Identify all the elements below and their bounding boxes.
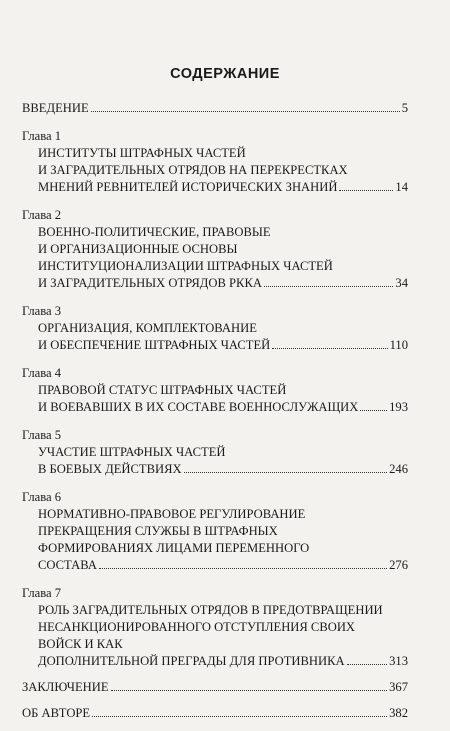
chapter-title [22, 444, 408, 478]
chapter-title [22, 506, 408, 574]
toc-page-number: 313 [389, 654, 408, 668]
toc-chapter-7[interactable] [22, 585, 408, 670]
chapter-title-line: В БОЕВЫХ ДЕЙСТВИЯХ [38, 462, 182, 476]
toc-entry-label: ЗАКЛЮЧЕНИЕ [22, 680, 109, 694]
chapter-title-line: ВОЕННО-ПОЛИТИЧЕСКИЕ, ПРАВОВЫЕ [38, 225, 271, 239]
chapter-title-last-line [38, 461, 408, 478]
dot-leader [111, 679, 388, 691]
toc-entry-about[interactable] [22, 705, 408, 722]
toc-page-number: 246 [389, 462, 408, 476]
chapter-title [22, 145, 408, 196]
toc-chapter-2[interactable] [22, 207, 408, 292]
toc-chapter-3[interactable] [22, 303, 408, 354]
chapter-label: Глава 5 [22, 428, 62, 442]
dot-leader [339, 179, 393, 191]
toc-chapter-5[interactable] [22, 427, 408, 478]
toc-page-number: 110 [389, 338, 408, 352]
chapter-title-last-line [38, 337, 408, 354]
toc-entry-conclusion[interactable] [22, 679, 408, 696]
chapter-title-line: СОСТАВА [38, 558, 97, 572]
chapter-label: Глава 1 [22, 129, 62, 143]
chapter-label: Глава 4 [22, 366, 62, 380]
toc-chapter-4[interactable] [22, 365, 408, 416]
chapter-title-line: УЧАСТИЕ ШТРАФНЫХ ЧАСТЕЙ [38, 445, 226, 459]
chapter-title-line: НОРМАТИВНО-ПРАВОВОЕ РЕГУЛИРОВАНИЕ [38, 507, 306, 521]
dot-leader [264, 275, 393, 287]
dot-leader [347, 653, 388, 665]
toc-page-number: 14 [395, 180, 408, 194]
chapter-title-line: И ЗАГРАДИТЕЛЬНЫХ ОТРЯДОВ РККА [38, 276, 262, 290]
toc-entry-label: ВВЕДЕНИЕ [22, 101, 89, 115]
chapter-title-line: ИНСТИТУТЫ ШТРАФНЫХ ЧАСТЕЙ [38, 146, 246, 160]
chapter-title-line: ДОПОЛНИТЕЛЬНОЙ ПРЕГРАДЫ ДЛЯ ПРОТИВНИКА [38, 654, 345, 668]
chapter-title-line: МНЕНИЙ РЕВНИТЕЛЕЙ ИСТОРИЧЕСКИХ ЗНАНИЙ [38, 180, 338, 194]
chapter-title-line: ПРЕКРАЩЕНИЯ СЛУЖБЫ В ШТРАФНЫХ [38, 524, 278, 538]
table-of-contents [22, 100, 408, 722]
chapter-title-line: И ВОЕВАВШИХ В ИХ СОСТАВЕ ВОЕННОСЛУЖАЩИХ [38, 400, 359, 414]
dot-leader [360, 399, 387, 411]
chapter-label: Глава 2 [22, 208, 62, 222]
chapter-title-last-line [38, 399, 408, 416]
toc-page-number: 276 [389, 558, 408, 572]
toc-page-number: 382 [389, 706, 408, 720]
chapter-title-line: ВОЙСК И КАК [38, 637, 123, 651]
chapter-title-last-line [38, 557, 408, 574]
chapter-title-line: И ОРГАНИЗАЦИОННЫЕ ОСНОВЫ [38, 242, 238, 256]
chapter-title-line: ИНСТИТУЦИОНАЛИЗАЦИИ ШТРАФНЫХ ЧАСТЕЙ [38, 259, 333, 273]
chapter-title-line: РОЛЬ ЗАГРАДИТЕЛЬНЫХ ОТРЯДОВ В ПРЕДОТВРАЩЕНИИ [38, 603, 383, 617]
chapter-title [22, 224, 408, 292]
toc-page-number: 5 [401, 101, 408, 115]
chapter-list [22, 128, 408, 670]
chapter-title-line: ФОРМИРОВАНИЯХ ЛИЦАМИ ПЕРЕМЕННОГО [38, 541, 310, 555]
chapter-title-last-line [38, 275, 408, 292]
toc-chapter-6[interactable] [22, 489, 408, 574]
chapter-title-line: ПРАВОВОЙ СТАТУС ШТРАФНЫХ ЧАСТЕЙ [38, 383, 287, 397]
chapter-title [22, 382, 408, 416]
chapter-title-line: И ОБЕСПЕЧЕНИЕ ШТРАФНЫХ ЧАСТЕЙ [38, 338, 271, 352]
page-title: СОДЕРЖАНИЕ [170, 66, 280, 82]
chapter-label: Глава 7 [22, 586, 62, 600]
toc-page-number: 367 [389, 680, 408, 694]
chapter-title [22, 602, 408, 670]
dot-leader [92, 705, 387, 717]
chapter-title-line: НЕСАНКЦИОНИРОВАННОГО ОТСТУПЛЕНИЯ СВОИХ [38, 620, 356, 634]
toc-entry-intro[interactable] [22, 100, 408, 117]
toc-chapter-1[interactable] [22, 128, 408, 196]
chapter-title-last-line [38, 179, 408, 196]
chapter-label: Глава 3 [22, 304, 62, 318]
chapter-title-last-line [38, 653, 408, 670]
dot-leader [91, 100, 400, 112]
chapter-title-line: И ЗАГРАДИТЕЛЬНЫХ ОТРЯДОВ НА ПЕРЕКРЕСТКАХ [38, 163, 348, 177]
toc-page-number: 193 [389, 400, 408, 414]
toc-page-number: 34 [395, 276, 408, 290]
chapter-label: Глава 6 [22, 490, 62, 504]
dot-leader [272, 337, 387, 349]
dot-leader [99, 557, 387, 569]
dot-leader [184, 461, 388, 473]
chapter-title [22, 320, 408, 354]
toc-entry-label: ОБ АВТОРЕ [22, 706, 91, 720]
chapter-title-line: ОРГАНИЗАЦИЯ, КОМПЛЕКТОВАНИЕ [38, 321, 257, 335]
